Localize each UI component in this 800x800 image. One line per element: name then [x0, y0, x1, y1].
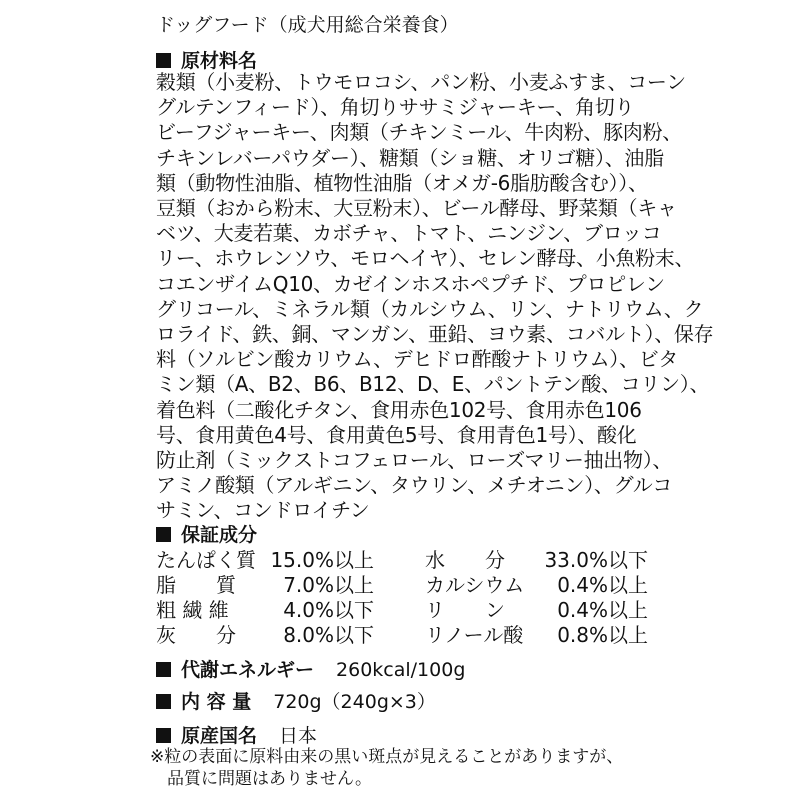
guaranteed-left-label: たんぱく質: [156, 548, 256, 572]
guaranteed-left-label: 灰 分: [156, 623, 236, 647]
note: [150, 746, 623, 790]
ingredients-line: グルテンフィード）、角切りササミジャーキー、角切り: [156, 95, 635, 120]
ingredients-line: 料（ソルビン酸カリウム、デヒドロ酢酸ナトリウム）、ビタ: [156, 347, 679, 372]
ingredients-heading-label: 原材料名: [181, 50, 258, 72]
ingredients-line: 着色料（二酸化チタン、食用赤色102号、食用赤色106: [156, 397, 642, 422]
square-bullet-icon: [156, 527, 171, 542]
guaranteed-right-label: リノール酸: [425, 623, 524, 647]
energy-row: [156, 655, 465, 682]
contents-heading-label: 内 容 量: [181, 691, 252, 713]
ingredients-line: 穀類（小麦粉、トウモロコシ、パン粉、小麦ふすま、コーン: [156, 70, 686, 94]
guaranteed-left-label: 粗 繊 維: [156, 598, 229, 622]
ingredients-line: 類（動物性油脂、植物性油脂（オメガ-6脂肪酸含む））、: [156, 170, 648, 195]
guaranteed-left-label: 脂 質: [156, 573, 236, 597]
guaranteed-left-value: 8.0%以下: [283, 623, 374, 647]
guaranteed-heading-label: 保証成分: [181, 524, 258, 546]
product-caption: ドッグフード（成犬用総合栄養食）: [156, 14, 459, 36]
note-line: ※粒の表面に原料由来の黒い斑点が見えることがありますが、: [150, 747, 624, 767]
guaranteed-right-value: 0.8%以上: [557, 623, 648, 647]
ingredients-line: グリコール、ミネラル類（カルシウム、リン、ナトリウム、ク: [156, 296, 704, 321]
square-bullet-icon: [156, 53, 171, 68]
guaranteed-heading: [156, 520, 257, 547]
ingredients-line: 防止剤（ミックストコフェロール、ローズマリー抽出物）、: [156, 448, 673, 473]
guaranteed-right-value: 0.4%以上: [557, 598, 648, 622]
guaranteed-left-value: 7.0%以上: [283, 573, 374, 597]
contents-row: [156, 687, 436, 714]
guaranteed-right-label: 水 分: [425, 548, 505, 572]
ingredients-line: チキンレバーパウダー）、糖類（ショ糖、オリゴ糖）、油脂: [156, 145, 664, 170]
ingredients-line: アミノ酸類（アルギニン、タウリン、メチオニン）、グルコ: [156, 473, 673, 498]
guaranteed-right-label: カルシウム: [425, 573, 525, 597]
ingredients-line: コエンザイムQ10、カゼインホスホペプチド、プロピレン: [156, 271, 665, 296]
ingredients-line: ロライド、鉄、銅、マンガン、亜鉛、ヨウ素、コバルト）、保存: [156, 322, 714, 347]
ingredients-list: [156, 70, 713, 524]
origin-heading-label: 原産国名: [181, 725, 258, 747]
guaranteed-left-value: 4.0%以下: [283, 598, 374, 622]
ingredients-line: ミン類（A、B2、B6、B12、D、E、パントテン酸、コリン）、: [156, 372, 710, 397]
origin-value: 日本: [279, 725, 318, 747]
ingredients-line: サミン、コンドロイチン: [156, 498, 370, 523]
guaranteed-left-value: 15.0%以上: [270, 548, 374, 572]
ingredients-line: 号、食用黄色4号、食用黄色5号、食用青色1号）、酸化: [156, 422, 637, 447]
square-bullet-icon: [156, 728, 171, 743]
ingredients-heading: [156, 46, 257, 73]
energy-heading-label: 代謝エネルギー: [181, 659, 315, 681]
ingredients-line: ベツ、大麦若葉、カボチャ、トマト、ニンジン、ブロッコ: [156, 221, 662, 246]
ingredients-line: リー、ホウレンソウ、モロヘイヤ）、セレン酵母、小魚粉末、: [156, 246, 695, 271]
square-bullet-icon: [156, 662, 171, 677]
origin-row: [156, 721, 317, 748]
square-bullet-icon: [156, 694, 171, 709]
ingredients-line: 豆類（おから粉末、大豆粉末）、ビール酵母、野菜類（キャ: [156, 196, 677, 221]
note-line: 品質に問題はありません。: [150, 769, 373, 789]
guaranteed-right-value: 0.4%以上: [557, 573, 648, 597]
energy-value: 260kcal/100g: [336, 659, 466, 681]
ingredients-line: ビーフジャーキー、肉類（チキンミール、牛肉粉、豚肉粉、: [156, 120, 682, 145]
guaranteed-right-label: リ ン: [425, 598, 505, 622]
contents-value: 720g（240g×3）: [273, 691, 436, 713]
guaranteed-right-value: 33.0%以下: [544, 548, 648, 572]
